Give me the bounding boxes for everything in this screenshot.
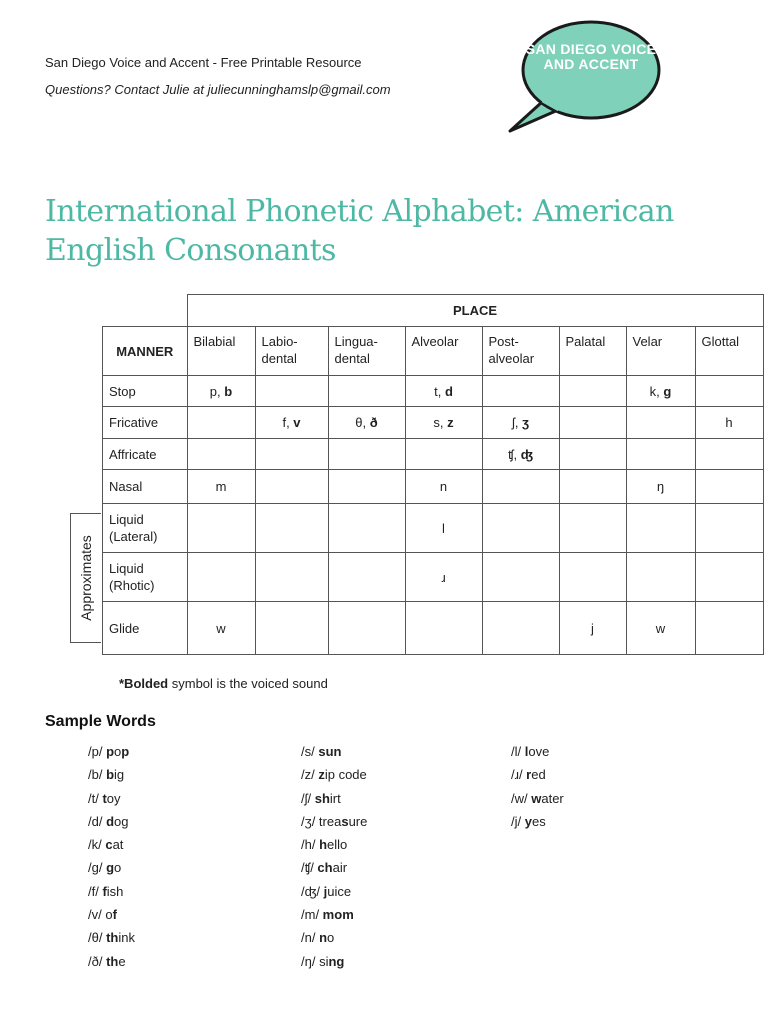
voiceless-symbol: k, — [649, 383, 664, 399]
sample-word-item: /ʧ/ chair — [301, 860, 348, 876]
phoneme-cell — [695, 553, 763, 602]
sample-word-item: /l/ love — [511, 744, 550, 759]
phoneme-cell — [559, 439, 626, 470]
phoneme-cell — [255, 504, 328, 553]
sample-word-item: /m/ mom — [301, 907, 354, 923]
voiced-note-bold: *Bolded — [119, 676, 169, 691]
phoneme-cell — [328, 376, 405, 407]
phoneme-cell: h — [695, 407, 763, 439]
approximates-label: Approximates — [78, 535, 94, 621]
phoneme-cell — [695, 504, 763, 553]
phoneme-cell — [482, 376, 559, 407]
phoneme-cell — [626, 376, 695, 407]
phoneme-cell — [255, 553, 328, 602]
phoneme-cell — [559, 504, 626, 553]
phoneme-cell — [559, 553, 626, 602]
place-column-header: Labio-dental — [255, 327, 328, 376]
phoneme-cell — [482, 553, 559, 602]
consonant-chart-table — [102, 294, 764, 655]
sample-word-item: /p/ pop — [88, 744, 130, 759]
phoneme-cell — [626, 504, 695, 553]
phoneme-cell — [405, 407, 482, 439]
sample-word-item: /ð/ the — [88, 953, 126, 969]
phoneme-cell — [187, 553, 255, 602]
sample-word-item: /z/ zip code — [301, 767, 367, 783]
phoneme-cell — [482, 602, 559, 655]
phoneme-cell — [482, 439, 559, 470]
sample-word-item: /w/ water — [511, 790, 564, 806]
phoneme-cell — [328, 602, 405, 655]
voiceless-symbol: p, — [209, 383, 225, 399]
manner-row-label: Nasal — [103, 470, 188, 504]
manner-row-label: Affricate — [103, 439, 188, 470]
page-title: International Phonetic Alphabet: American English Consonants — [45, 194, 674, 268]
sample-word-item: /k/ cat — [88, 837, 124, 853]
phoneme-cell — [328, 470, 405, 504]
place-header: PLACE — [187, 295, 763, 327]
phoneme-cell — [255, 376, 328, 407]
manner-row-label: Liquid (Lateral) — [103, 504, 188, 553]
speech-bubble-icon — [510, 18, 670, 138]
phoneme-cell — [626, 439, 695, 470]
logo-text: SAN DIEGO VOICE AND ACCENT — [525, 41, 657, 72]
phoneme-cell — [328, 439, 405, 470]
phoneme-cell — [187, 376, 255, 407]
voiceless-symbol: s, — [433, 415, 448, 430]
phoneme-cell: ɹ — [405, 553, 482, 602]
sample-word-item: /ʒ/ treasure — [301, 813, 368, 829]
logo-speech-bubble — [522, 18, 660, 118]
voiced-symbol: d — [444, 383, 453, 399]
sample-words-column — [88, 743, 135, 976]
voiced-symbol: z — [447, 415, 454, 430]
header-contact-line: Questions? Contact Julie at juliecunninghamslp@gmail.com — [45, 82, 391, 97]
voiced-symbol: g — [663, 383, 672, 399]
sample-word-item: /g/ go — [88, 860, 122, 876]
place-column-header: Lingua-dental — [328, 327, 405, 376]
voiceless-symbol: f, — [282, 415, 294, 430]
phoneme-cell — [695, 376, 763, 407]
manner-header: MANNER — [103, 327, 188, 376]
phoneme-cell — [559, 407, 626, 439]
phoneme-cell — [626, 553, 695, 602]
place-column-header: Alveolar — [405, 327, 482, 376]
place-column-header: Glottal — [695, 327, 763, 376]
phoneme-cell — [328, 504, 405, 553]
phoneme-cell — [482, 470, 559, 504]
place-column-header: Post-alveolar — [482, 327, 559, 376]
sample-word-item: /ŋ/ sing — [301, 953, 345, 969]
sample-word-item: /b/ big — [88, 767, 125, 783]
phoneme-cell: ŋ — [626, 470, 695, 504]
voiced-symbol: b — [224, 383, 233, 399]
phoneme-cell: m — [187, 470, 255, 504]
voiced-note-text: symbol is the voiced sound — [171, 676, 328, 691]
sample-words-column — [301, 743, 367, 976]
phoneme-cell — [187, 504, 255, 553]
sample-word-item: /f/ fish — [88, 883, 124, 899]
phoneme-cell — [695, 439, 763, 470]
voiceless-symbol: ʃ, — [512, 415, 523, 430]
phoneme-cell — [626, 407, 695, 439]
phoneme-cell: w — [626, 602, 695, 655]
phoneme-cell — [482, 407, 559, 439]
manner-row-label: Liquid (Rhotic) — [103, 553, 188, 602]
manner-row-label: Fricative — [103, 407, 188, 439]
sample-word-item: /s/ sun — [301, 744, 342, 759]
voiced-symbol: v — [293, 415, 301, 430]
phoneme-cell — [255, 439, 328, 470]
sample-words-title: Sample Words — [45, 713, 156, 730]
sample-word-item: /ʤ/ juice — [301, 883, 352, 899]
phoneme-cell: n — [405, 470, 482, 504]
place-column-header: Bilabial — [187, 327, 255, 376]
phoneme-cell — [405, 376, 482, 407]
sample-word-item: /d/ dog — [88, 813, 129, 829]
voiced-note — [119, 676, 328, 691]
phoneme-cell — [255, 602, 328, 655]
phoneme-cell — [187, 407, 255, 439]
voiced-symbol: ð — [369, 415, 378, 430]
sample-words-column — [511, 743, 564, 836]
phoneme-cell — [405, 439, 482, 470]
phoneme-cell — [255, 470, 328, 504]
manner-row-label: Stop — [103, 376, 188, 407]
phoneme-cell — [695, 470, 763, 504]
voiceless-symbol: θ, — [355, 415, 370, 430]
sample-word-item: /θ/ think — [88, 930, 135, 946]
phoneme-cell: w — [187, 602, 255, 655]
sample-word-item: /n/ no — [301, 930, 335, 946]
voiced-symbol: ʤ — [520, 446, 534, 462]
sample-word-item: /h/ hello — [301, 837, 348, 853]
phoneme-cell — [405, 602, 482, 655]
phoneme-cell: j — [559, 602, 626, 655]
voiceless-symbol: ʧ, — [507, 446, 521, 462]
phoneme-cell — [559, 376, 626, 407]
phoneme-cell — [482, 504, 559, 553]
phoneme-cell — [328, 553, 405, 602]
sample-word-item: /ɹ/ red — [511, 767, 546, 783]
voiceless-symbol: t, — [434, 383, 445, 399]
phoneme-cell: l — [405, 504, 482, 553]
voiced-symbol: ʒ — [522, 415, 529, 430]
place-column-header: Velar — [626, 327, 695, 376]
approximates-bracket — [70, 513, 101, 643]
sample-word-item: /v/ of — [88, 907, 117, 923]
phoneme-cell — [695, 602, 763, 655]
place-column-header: Palatal — [559, 327, 626, 376]
sample-word-item: /j/ yes — [511, 813, 546, 829]
sample-word-item: /ʃ/ shirt — [301, 790, 341, 806]
phoneme-cell — [255, 407, 328, 439]
manner-row-label: Glide — [103, 602, 188, 655]
header-resource-line: San Diego Voice and Accent - Free Printable Resource — [45, 55, 362, 70]
phoneme-cell — [187, 439, 255, 470]
sample-word-item: /t/ toy — [88, 790, 121, 806]
phoneme-cell — [328, 407, 405, 439]
phoneme-cell — [559, 470, 626, 504]
